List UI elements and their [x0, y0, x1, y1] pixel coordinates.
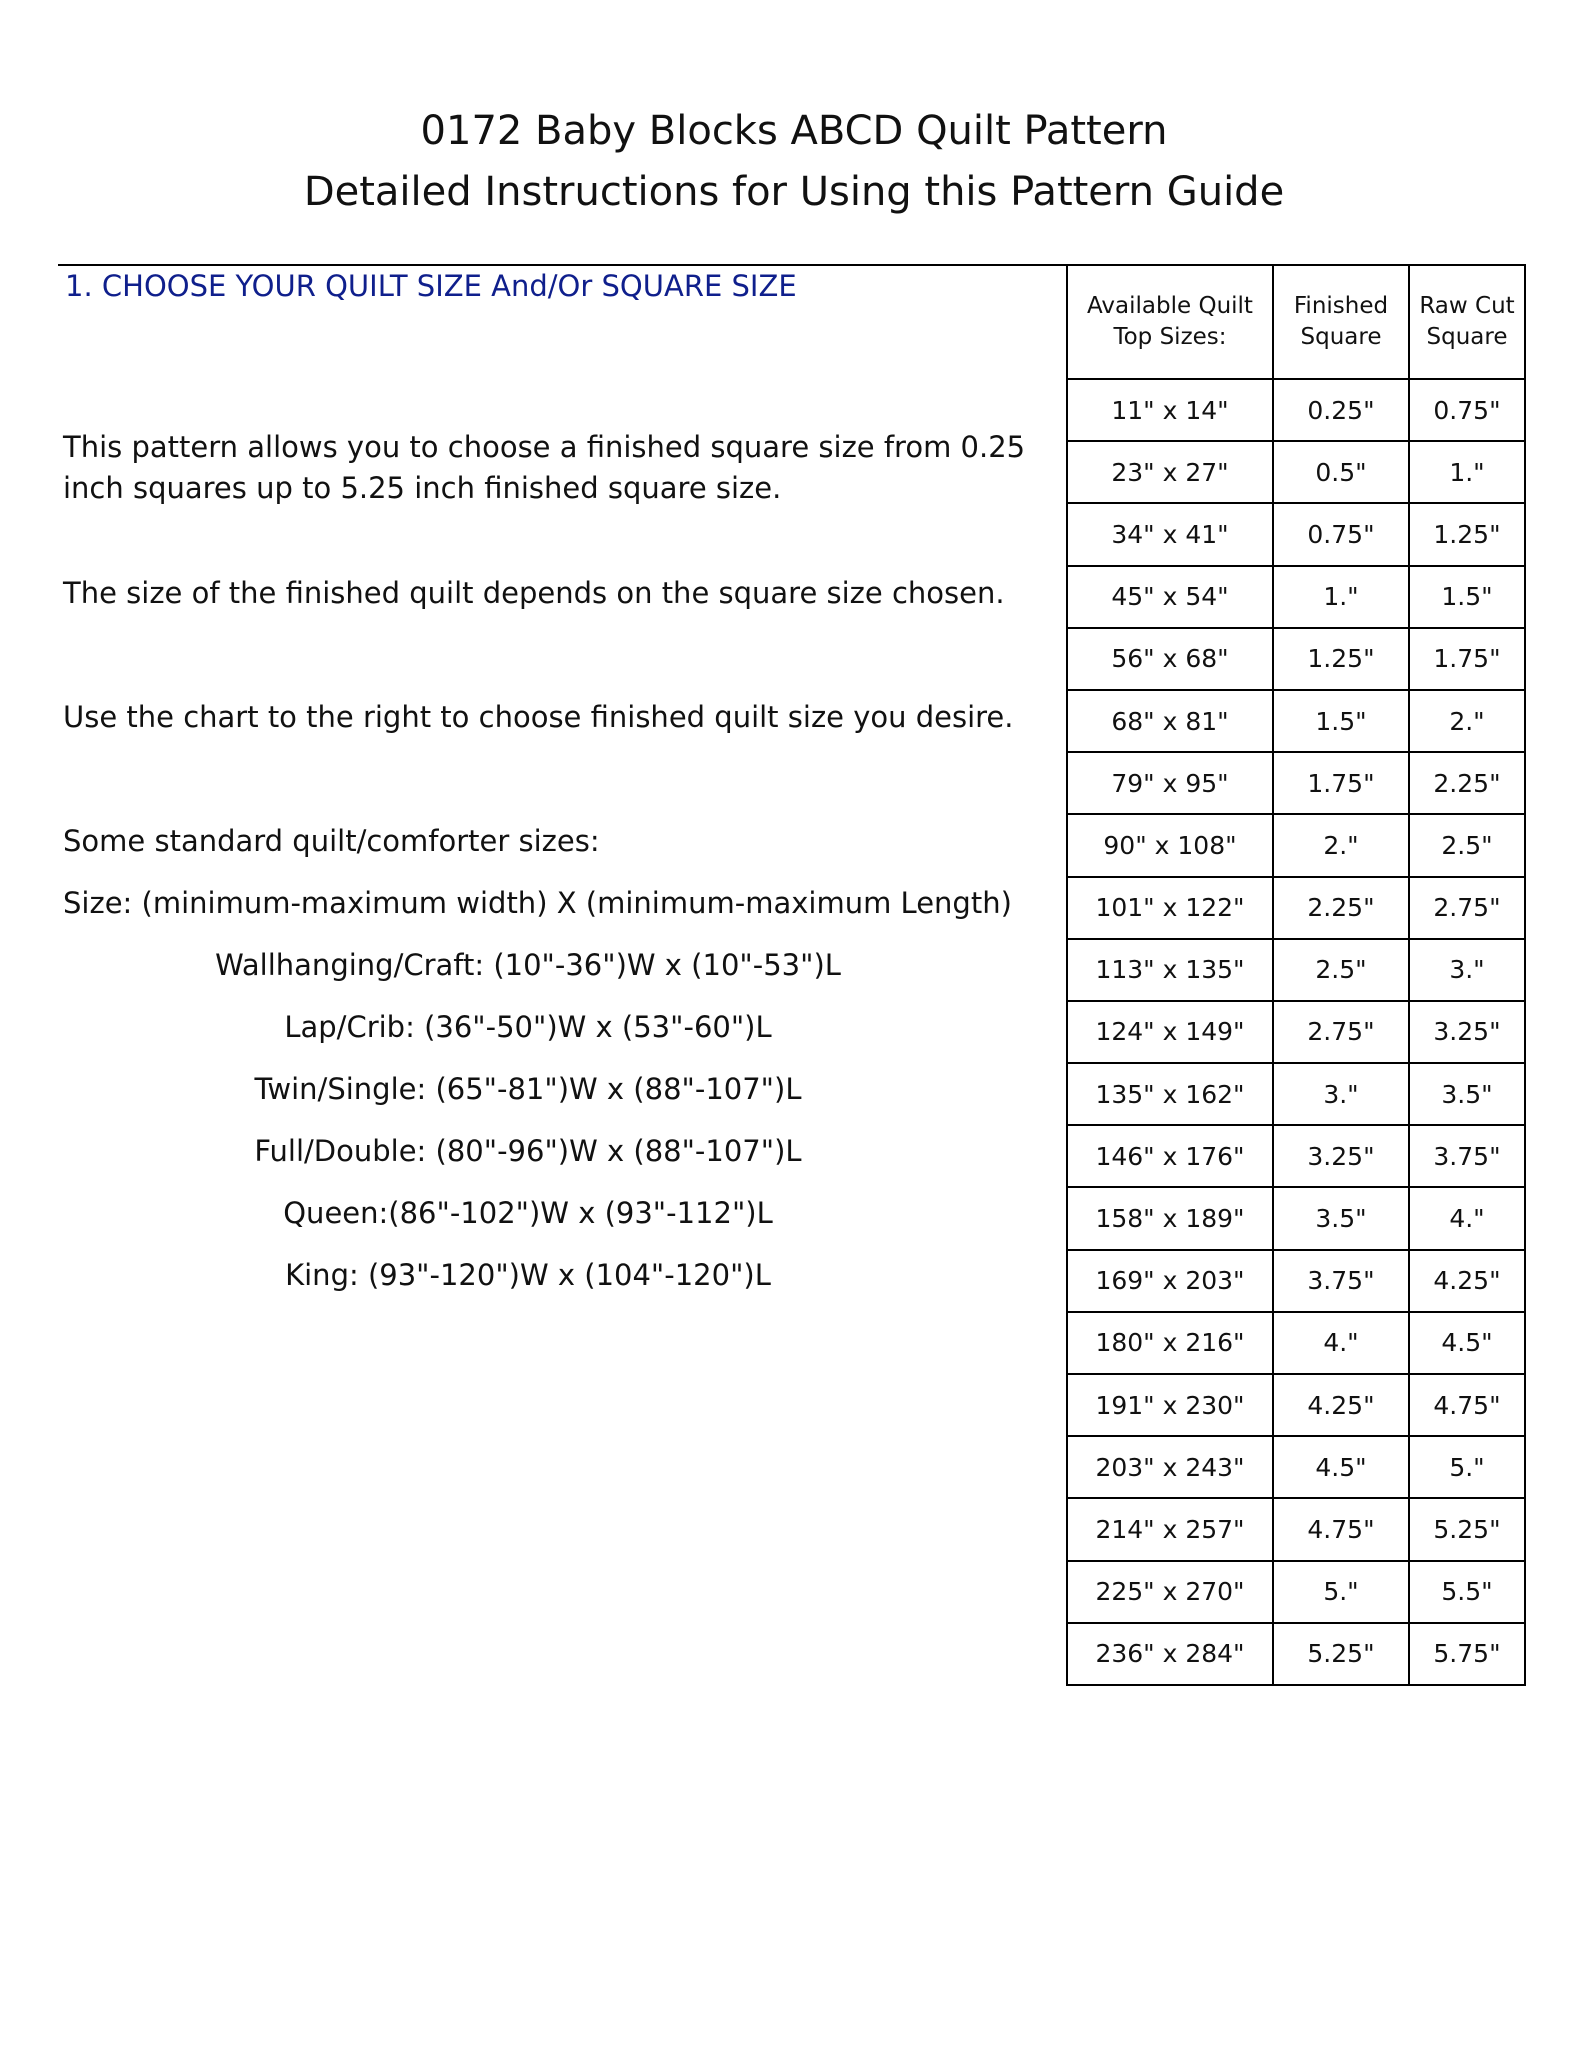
- cell-finished-square: 3.5": [1273, 1187, 1409, 1249]
- table-row: [1067, 690, 1525, 752]
- cell-quilt-size: 113" x 135": [1067, 939, 1273, 1001]
- cell-finished-square: 1.5": [1273, 690, 1409, 752]
- page-subtitle: Detailed Instructions for Using this Pattern Guide: [303, 169, 1285, 215]
- table-row: [1067, 441, 1525, 503]
- cell-finished-square: 3.75": [1273, 1250, 1409, 1312]
- cell-raw-cut-square: 2.5": [1409, 814, 1525, 876]
- cell-finished-square: 1.25": [1273, 628, 1409, 690]
- cell-quilt-size: 45" x 54": [1067, 566, 1273, 628]
- section-heading: 1. CHOOSE YOUR QUILT SIZE And/Or SQUARE SIZE: [65, 269, 797, 303]
- standard-sizes-heading: Some standard quilt/comforter sizes:: [63, 824, 600, 858]
- cell-finished-square: 1.": [1273, 566, 1409, 628]
- cell-quilt-size: 90" x 108": [1067, 814, 1273, 876]
- cell-finished-square: 2.5": [1273, 939, 1409, 1001]
- table-row: [1067, 1561, 1525, 1623]
- cell-raw-cut-square: 4.75": [1409, 1374, 1525, 1436]
- cell-quilt-size: 180" x 216": [1067, 1312, 1273, 1374]
- table-row: [1067, 1623, 1525, 1685]
- chart-note: Use the chart to the right to choose finished quilt size you desire.: [63, 700, 1014, 734]
- cell-raw-cut-square: 3.25": [1409, 1001, 1525, 1063]
- cell-quilt-size: 169" x 203": [1067, 1250, 1273, 1312]
- cell-quilt-size: 68" x 81": [1067, 690, 1273, 752]
- cell-quilt-size: 225" x 270": [1067, 1561, 1273, 1623]
- cell-quilt-size: 135" x 162": [1067, 1063, 1273, 1125]
- header-raw-cut-square-line2: Square: [1426, 324, 1508, 350]
- table-row: [1067, 1374, 1525, 1436]
- table-row: [1067, 1498, 1525, 1560]
- cell-raw-cut-square: 2.": [1409, 690, 1525, 752]
- cell-finished-square: 3.25": [1273, 1125, 1409, 1187]
- table-row: [1067, 566, 1525, 628]
- header-quilt-sizes-line2: Top Sizes:: [1113, 324, 1227, 350]
- cell-finished-square: 3.": [1273, 1063, 1409, 1125]
- intro-line-1: This pattern allows you to choose a finished square size from 0.25: [63, 430, 1026, 464]
- intro-line-2: inch squares up to 5.25 inch finished square size.: [63, 471, 782, 505]
- cell-raw-cut-square: 1.5": [1409, 566, 1525, 628]
- cell-quilt-size: 236" x 284": [1067, 1623, 1273, 1685]
- cell-quilt-size: 56" x 68": [1067, 628, 1273, 690]
- table-row: [1067, 628, 1525, 690]
- cell-raw-cut-square: 4.5": [1409, 1312, 1525, 1374]
- cell-finished-square: 0.5": [1273, 441, 1409, 503]
- header-finished-square-line1: Finished: [1293, 293, 1389, 319]
- cell-quilt-size: 158" x 189": [1067, 1187, 1273, 1249]
- cell-quilt-size: 203" x 243": [1067, 1436, 1273, 1498]
- cell-raw-cut-square: 4.": [1409, 1187, 1525, 1249]
- table-row: [1067, 1001, 1525, 1063]
- cell-quilt-size: 101" x 122": [1067, 877, 1273, 939]
- cell-finished-square: 1.75": [1273, 752, 1409, 814]
- cell-quilt-size: 124" x 149": [1067, 1001, 1273, 1063]
- table-header-row: [1067, 265, 1525, 379]
- header-finished-square: [1273, 265, 1409, 379]
- cell-finished-square: 2.25": [1273, 877, 1409, 939]
- standard-size-twin: Twin/Single: (65"-81")W x (88"-107")L: [254, 1072, 802, 1106]
- cell-quilt-size: 34" x 41": [1067, 503, 1273, 565]
- cell-quilt-size: 146" x 176": [1067, 1125, 1273, 1187]
- cell-finished-square: 4.": [1273, 1312, 1409, 1374]
- cell-raw-cut-square: 1.": [1409, 441, 1525, 503]
- table-row: [1067, 939, 1525, 1001]
- table-row: [1067, 503, 1525, 565]
- cell-raw-cut-square: 2.25": [1409, 752, 1525, 814]
- cell-raw-cut-square: 2.75": [1409, 877, 1525, 939]
- table-row: [1067, 1187, 1525, 1249]
- standard-size-lap-crib: Lap/Crib: (36"-50")W x (53"-60")L: [284, 1010, 772, 1044]
- cell-finished-square: 4.5": [1273, 1436, 1409, 1498]
- table-row: [1067, 1250, 1525, 1312]
- table-row: [1067, 1125, 1525, 1187]
- cell-finished-square: 0.75": [1273, 503, 1409, 565]
- cell-raw-cut-square: 4.25": [1409, 1250, 1525, 1312]
- standard-size-wallhanging: Wallhanging/Craft: (10"-36")W x (10"-53")L: [215, 948, 841, 982]
- cell-quilt-size: 11" x 14": [1067, 379, 1273, 441]
- cell-raw-cut-square: 3.": [1409, 939, 1525, 1001]
- cell-quilt-size: 79" x 95": [1067, 752, 1273, 814]
- cell-raw-cut-square: 5.5": [1409, 1561, 1525, 1623]
- cell-finished-square: 2.75": [1273, 1001, 1409, 1063]
- cell-raw-cut-square: 5.25": [1409, 1498, 1525, 1560]
- standard-size-king: King: (93"-120")W x (104"-120")L: [285, 1258, 771, 1292]
- cell-finished-square: 2.": [1273, 814, 1409, 876]
- header-finished-square-line2: Square: [1300, 324, 1382, 350]
- standard-size-queen: Queen:(86"-102")W x (93"-112")L: [283, 1196, 773, 1230]
- header-raw-cut-square: [1409, 265, 1525, 379]
- table-row: [1067, 814, 1525, 876]
- table-row: [1067, 877, 1525, 939]
- cell-finished-square: 5.25": [1273, 1623, 1409, 1685]
- cell-finished-square: 0.25": [1273, 379, 1409, 441]
- standard-size-full: Full/Double: (80"-96")W x (88"-107")L: [254, 1134, 802, 1168]
- cell-finished-square: 4.75": [1273, 1498, 1409, 1560]
- cell-quilt-size: 214" x 257": [1067, 1498, 1273, 1560]
- cell-finished-square: 4.25": [1273, 1374, 1409, 1436]
- cell-raw-cut-square: 5.75": [1409, 1623, 1525, 1685]
- header-quilt-sizes-line1: Available Quilt: [1087, 293, 1253, 319]
- quilt-size-table: [1066, 264, 1526, 1686]
- table-row: [1067, 1063, 1525, 1125]
- cell-raw-cut-square: 3.75": [1409, 1125, 1525, 1187]
- header-quilt-sizes: [1067, 265, 1273, 379]
- cell-quilt-size: 191" x 230": [1067, 1374, 1273, 1436]
- cell-raw-cut-square: 1.25": [1409, 503, 1525, 565]
- cell-raw-cut-square: 1.75": [1409, 628, 1525, 690]
- page-title: 0172 Baby Blocks ABCD Quilt Pattern: [420, 108, 1168, 154]
- size-format-note: Size: (minimum-maximum width) X (minimum-maximum Length): [63, 886, 1012, 920]
- cell-raw-cut-square: 0.75": [1409, 379, 1525, 441]
- table-row: [1067, 1436, 1525, 1498]
- table-row: [1067, 752, 1525, 814]
- header-raw-cut-square-line1: Raw Cut: [1419, 293, 1515, 319]
- table-row: [1067, 1312, 1525, 1374]
- cell-raw-cut-square: 5.": [1409, 1436, 1525, 1498]
- cell-quilt-size: 23" x 27": [1067, 441, 1273, 503]
- table-row: [1067, 379, 1525, 441]
- quilt-size-note: The size of the finished quilt depends on the square size chosen.: [63, 576, 1005, 610]
- cell-finished-square: 5.": [1273, 1561, 1409, 1623]
- cell-raw-cut-square: 3.5": [1409, 1063, 1525, 1125]
